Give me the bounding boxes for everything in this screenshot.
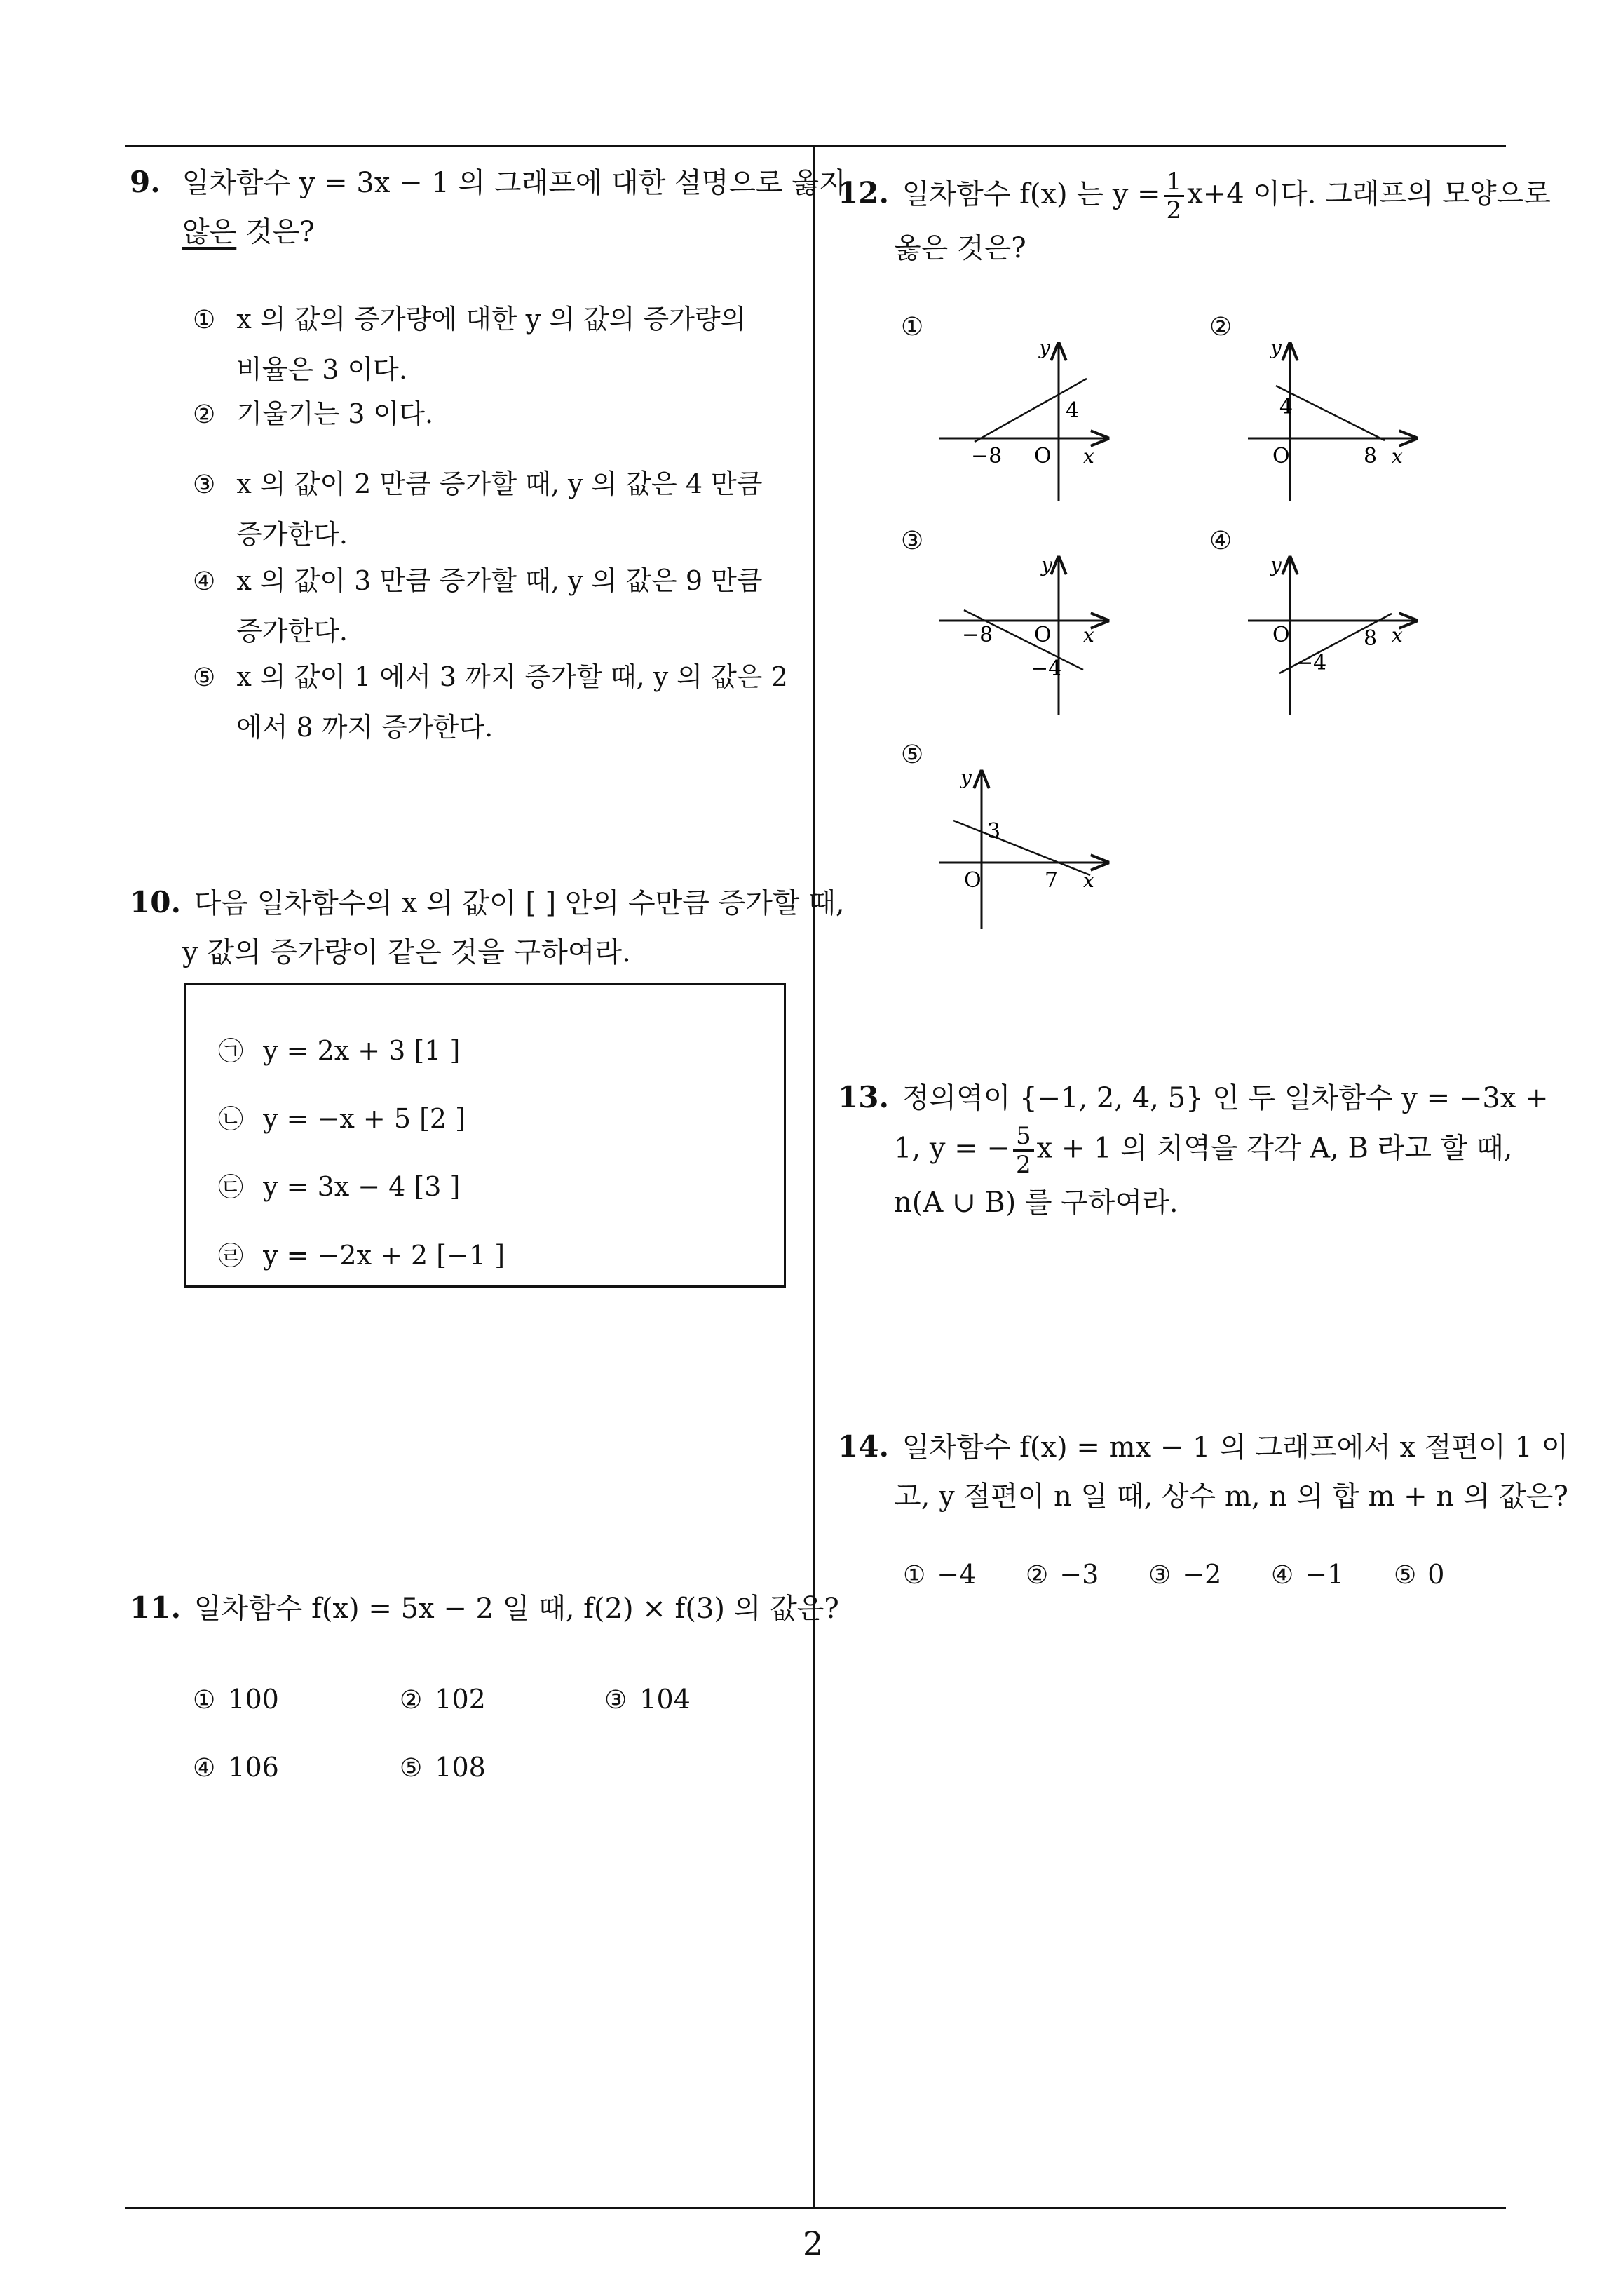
q14-option-4[interactable]: ④ −1 <box>1271 1559 1345 1590</box>
x-intercept-label: 8 <box>1364 626 1378 651</box>
question-number: 9. <box>130 165 161 199</box>
y-intercept-label: 3 <box>987 819 1001 844</box>
origin-label: O <box>1034 623 1052 647</box>
q10-item-4: ㉣ y = −2x + 2 [−1 ] <box>218 1240 505 1271</box>
origin-label: O <box>1272 444 1290 468</box>
origin-label: O <box>964 868 982 893</box>
q10-item-2: ㉡ y = −x + 5 [2 ] <box>218 1103 466 1134</box>
question-text: x + 1 의 치역을 각각 A, B 라고 할 때, <box>1036 1132 1513 1165</box>
question-text: n(A ∪ B) 를 구하여라. <box>894 1187 1179 1219</box>
q12-option-3[interactable]: ③ <box>901 527 924 555</box>
origin-label: O <box>1034 444 1052 468</box>
q11-option-5[interactable]: ⑤ 108 <box>400 1752 486 1783</box>
question-10 <box>130 878 845 977</box>
question-text: x+4 이다. 그래프의 모양으로 <box>1187 177 1551 210</box>
q12-graph-3 <box>939 551 1115 719</box>
question-number: 13. <box>838 1080 890 1114</box>
q14-option-3[interactable]: ③ −2 <box>1148 1559 1222 1590</box>
q9-option-2[interactable]: ② 기울기는 3 이다. <box>193 398 434 429</box>
column-divider <box>813 145 815 2207</box>
q12-option-4[interactable]: ④ <box>1209 527 1232 555</box>
question-text: 1, y = − <box>894 1132 1010 1165</box>
page-number: 2 <box>803 2224 824 2262</box>
q14-option-1[interactable]: ① −4 <box>903 1559 977 1590</box>
question-11 <box>130 1583 839 1633</box>
question-text: 고, y 절편이 n 일 때, 상수 m, n 의 합 m + n 의 값은? <box>894 1480 1568 1513</box>
question-12 <box>838 168 1551 273</box>
q10-item-3: ㉢ y = 3x − 4 [3 ] <box>218 1171 461 1202</box>
origin-label: O <box>1272 623 1290 647</box>
question-text: y 값의 증가량이 같은 것을 구하여라. <box>182 936 631 968</box>
q11-option-4[interactable]: ④ 106 <box>193 1752 279 1783</box>
q9-option-5[interactable]: ⑤ x 의 값이 1 에서 3 까지 증가할 때, y 의 값은 2 에서 8 까지 증가한다. <box>193 661 788 743</box>
q9-option-1[interactable]: ① x 의 값의 증가량에 대한 y 의 값의 증가량의 비율은 3 이다. <box>193 304 747 385</box>
x-label: x <box>1083 869 1094 892</box>
y-intercept-label: 4 <box>1279 395 1293 419</box>
question-text: 옳은 것은? <box>894 232 1026 264</box>
fraction: $\frac{1}{2}$ <box>1164 168 1185 224</box>
question-text: 일차함수 f(x) = 5x − 2 일 때, f(2) × f(3) 의 값은? <box>193 1593 839 1625</box>
question-text: 것은? <box>236 216 315 248</box>
q12-option-1[interactable]: ① <box>901 313 924 342</box>
q12-graph-4 <box>1248 551 1423 719</box>
q12-graph-1 <box>939 337 1115 505</box>
x-label: x <box>1392 445 1403 468</box>
fraction: $\frac{5}{2}$ <box>1013 1123 1034 1178</box>
top-rule <box>125 145 1506 147</box>
x-intercept-label: −8 <box>971 444 1003 468</box>
question-text: 일차함수 f(x) 는 y = <box>902 177 1161 210</box>
underlined-text: 않은 <box>182 216 237 248</box>
q10-item-1: ㉠ y = 2x + 3 [1 ] <box>218 1035 461 1066</box>
question-9 <box>130 158 846 257</box>
q11-option-2[interactable]: ② 102 <box>400 1684 486 1715</box>
y-label: y <box>1039 337 1050 359</box>
y-label: y <box>1270 337 1282 359</box>
question-text: 일차함수 y = 3x − 1 의 그래프에 대한 설명으로 옳지 <box>182 167 846 199</box>
q10-item-box <box>184 983 786 1288</box>
q14-option-5[interactable]: ⑤ 0 <box>1394 1559 1445 1590</box>
y-label: y <box>1270 553 1282 576</box>
q9-option-3[interactable]: ③ x 의 값이 2 만큼 증가할 때, y 의 값은 4 만큼 증가한다. <box>193 468 763 550</box>
q11-option-1[interactable]: ① 100 <box>193 1684 279 1715</box>
question-14 <box>838 1422 1569 1521</box>
x-label: x <box>1083 445 1094 468</box>
x-intercept-label: −8 <box>962 623 993 647</box>
q12-graph-5 <box>939 764 1115 933</box>
question-text: 일차함수 f(x) = mx − 1 의 그래프에서 x 절편이 1 이 <box>902 1431 1569 1464</box>
q9-option-4[interactable]: ④ x 의 값이 3 만큼 증가할 때, y 의 값은 9 만큼 증가한다. <box>193 565 763 647</box>
x-label: x <box>1392 623 1403 647</box>
q14-option-2[interactable]: ② −3 <box>1026 1559 1099 1590</box>
question-number: 10. <box>130 885 182 919</box>
q12-option-5[interactable]: ⑤ <box>901 741 924 769</box>
graph-line <box>953 821 1090 875</box>
y-intercept-label: 4 <box>1066 398 1080 423</box>
question-number: 12. <box>838 175 890 210</box>
question-text: 다음 일차함수의 x 의 값이 [ ] 안의 수만큼 증가할 때, <box>193 887 845 919</box>
y-label: y <box>1041 553 1052 576</box>
question-number: 14. <box>838 1429 890 1464</box>
x-intercept-label: 7 <box>1045 868 1059 893</box>
y-label: y <box>960 766 972 789</box>
q11-option-3[interactable]: ③ 104 <box>604 1684 691 1715</box>
question-number: 11. <box>130 1591 182 1625</box>
question-13 <box>838 1073 1549 1227</box>
y-intercept-label: −4 <box>1031 656 1062 681</box>
x-label: x <box>1083 623 1094 647</box>
question-text: 정의역이 {−1, 2, 4, 5} 인 두 일차함수 y = −3x + <box>902 1082 1549 1114</box>
y-intercept-label: −4 <box>1296 651 1327 675</box>
q12-graph-2 <box>1248 337 1423 505</box>
x-intercept-label: 8 <box>1364 444 1378 468</box>
bottom-rule <box>125 2207 1506 2209</box>
q12-option-2[interactable]: ② <box>1209 313 1232 342</box>
